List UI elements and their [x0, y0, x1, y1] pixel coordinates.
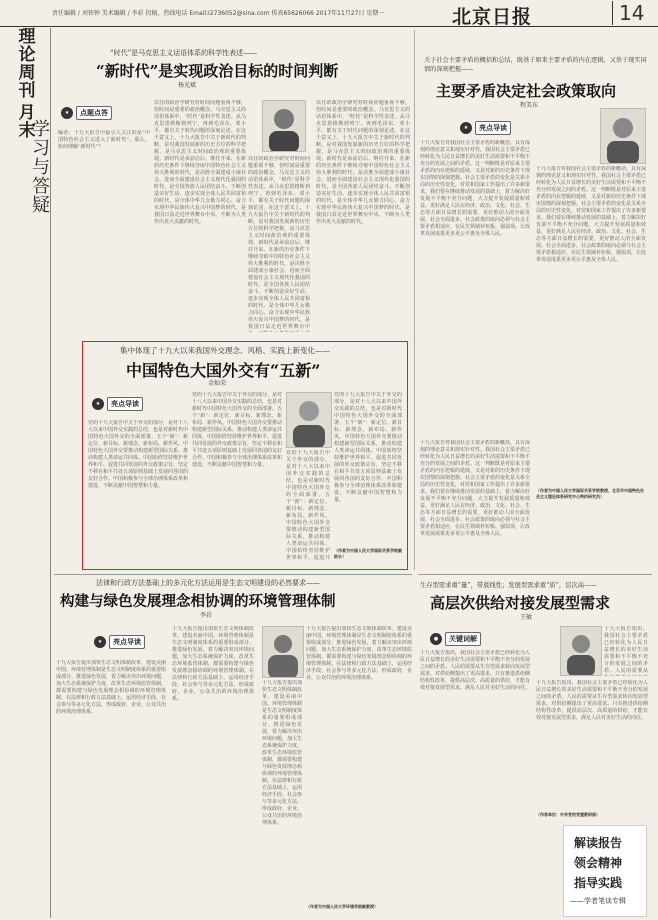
page-number: 14	[612, 1, 644, 25]
article-source: （作者为中国人民大学国际关系学院教授，北京市中国特色社会主义理论体系研究中心特约研究员）	[536, 488, 644, 499]
author-photo	[262, 100, 306, 152]
article-lead: 编者：十九大报告中最引人关注的是“中国特色社会主义进入了新时代”。那么，如何理解“新时代”？	[58, 130, 150, 150]
article-body-col2: 十九大报告指出，我国社会主要矛盾已经转化为人民日益增长的美好生活需要和不平衡不充分的发展之间的矛盾。人民的需要从生存型需求转向发展型需求，对供给侧提出了更高要求。只有推进供给侧结构性改革，提供高层次、高质量的供给，才能有效对接发展型需求，满足人民对美好生活的向往。	[536, 680, 648, 721]
article-intro: 十九大报告指出，我国社会主要矛盾已经转化为人民日益增长的美好生活需要和不平衡不充分的发展之间的矛盾。人民的需要从	[604, 626, 648, 674]
article-source: （作者单位：中共党校党建教研部）	[536, 812, 600, 817]
article-body-col2: 十九大报告对我国社会主要矛盾的新概括，具有深刻的理论意义和现实针对性。我国社会主要矛盾已经转化为人民日益增长的美好生活需要和不平衡不充分的发展之间的矛盾。这一判断既是对原来主要矛盾的内在逻辑的延续，又是对新的历史条件下现实国情的深刻把握。社会主要矛盾的变化是关系全局的历史性变化，对党和国家工作提出了许多新要求。我们要在继续推动发展的基础上，着力解决好发展不平衡不充分问题，大力提升发展质量和效益，更好满足人民在经济、政治、文化、社会、生态等方面日益增长的需要，更好推动人的全面发展、社会全面进步。社会政策的取向必须与社会主要矛盾相适应，在民生领域补短板、强弱项，让改革发展成果更多更公平惠及全体人民。	[536, 166, 646, 263]
article-body: 十九大报告提出加快生态文明体制改革，建设美丽中国。环境管理体制是生态文明制度体系的重要组成部分。推进绿色发展，着力解决突出环境问题，加大生态系统保护力度，改革生态环境监管体制，都需要构建与绿色发展理念相协调的环境管理体制。在法律和行政方法基础上，运用经济手段、社会参与等多元化方法，形成政府、企业、公众共治的环境治理体系。	[56, 660, 166, 715]
article-body-col4: 党的十九大报告中关于外交的部分，是对十八大以来中国外交实践的总结，也是对新时代中国特色大国外交的全面部署。五个“新”：新定位、新目标、新理念、新布局、新作风。中国特色大国外交要推动构建新型国际关系，推动构建人类命运共同体。中国始终坚持维护世界和平、促进共同发展的外交政策宗旨，坚定不移在和平共处五项原则基础上发展同各国的友好合作。中国积极参与全球治理体系改革和建设，不断贡献中国智慧和力量。	[334, 392, 402, 503]
article-body-col3: 以往的政治学研究对时间问题重视不够，但时间是重要的政治概念。马克思主义的话语体系中，“时代”是科学性表述。从马克思恩格斯到列宁，再到毛泽东、邓小平，都有关于时代问题的深刻论述。在这个意义上，十九大报告中关于新时代的判断，是对我国发展新的历史方位的科学把握，是马克思主义时间政治观的重要体现。新时代是承前启后、继往开来、在新的历史条件下继续夺取中国特色社会主义伟大胜利的时代，是决胜全面建成小康社会、进而全面建设社会主义现代化强国的时代，是全国各族人民团结奋斗、不断创造美好生活、逐步实现全体人民共同富裕的时代，是全体中华儿女勠力同心、奋力实现中华民族伟大复兴中国梦的时代，是我国日益走近世界舞台中	[248, 156, 310, 330]
section-badge: 亮点导读	[475, 121, 511, 135]
sidebar-sub-char: 末	[18, 121, 36, 141]
article-body-col3: 十九大报告提出加快生态文明体制改革，建设美丽中国。环境管理体制是生态文明制度体系的重要组成部分。推进绿色发展，着力解决突出环境问题，加大生态系统保护力度，改革生态环境监管体制，都需要构建与绿色发展理念相协调的环境管理体制。在法律和行政方法基础上，运用经济手段、社会参与等多元化方法，形成政府、企业、公众共治的环境治理体系。	[262, 680, 302, 826]
article-kicker: “时代”是马克思主义话语体系的科学性表述——	[110, 49, 258, 57]
section-badge: 亮点导读	[107, 397, 143, 411]
article-headline: 中国特色大国外交有“五新”	[126, 361, 321, 380]
lightbulb-icon: ★	[61, 107, 73, 119]
article-headline: “新时代”是实现政治目标的时间判断	[96, 62, 339, 80]
article-headline: 主要矛盾决定社会政策取向	[436, 82, 617, 100]
promo-line: 指导实践	[574, 876, 623, 890]
article-body-col3: 党的十九大报告中关于外交的部分，是对十八大以来中国外交实践的总结，也是对新时代中国特色大国外交的全面部署。五个“新”：新定位、新目标、新理念、新布局、新作风。中国特色大国外交要推动构建新型国际关系，推动构建人类命运共同体。中国始终坚持维护世界和平、促进共	[286, 450, 330, 560]
article-kicker: 关于社会主要矛盾的概括和总结，既基于原来主要矛盾的内在逻辑，又基于现实国情的深刻把握——	[424, 57, 647, 73]
author-photo	[286, 392, 332, 448]
article-divider	[54, 574, 412, 575]
article-kicker: 法律和行政方法基础上的多元化方法运用是生态文明建设的必然要求——	[96, 579, 320, 587]
article-body-col2: 十九大报告提出加快生态文明体制改革，建设美丽中国。环境管理体制是生态文明制度体系的重要组成部分。推进绿色发展，着力解决突出环境问题，加大生态系统保护力度，改革生态环境监管体制，都需要构建与绿色发展理念相协调的环境管理体制。在法律和行政方法基础上，运用经济手段、社会参与等多元化方法，形成政府、企业、公众共治的环境治理体系。	[172, 626, 254, 702]
article-body: 以往的政治学研究对时间问题重视不够，但时间是重要的政治概念。马克思主义的话语体系中，“时代”是科学性表述。从马克思恩格斯到列宁，再到毛泽东、邓小平，都有关于时代问题的深刻论述。在这个意义上，十九大报告中关于新时代的判断，是对我国发展新的历史方位的科学把握，是马克思主义时间政治观的重要体现。新时代是承前启后、继往开来、在新的历史条件下继续夺取中国特色社会主义伟大胜利的时代，是决胜全面建成小康社会、进而全面建设社会主义现代化强国的时代，是全国各族人民团结奋斗、不断创造美好生活、逐步实现全体人民共同富裕的时代，是全体中华儿女勠力同心、奋力实现中华民族伟大复兴中国梦的时代，是我国日益走近世界舞台中央、不断为人类作出更大贡献的时代。	[154, 100, 246, 225]
article-author: 李岩	[200, 612, 213, 619]
section-badge: 关键词解	[445, 632, 481, 646]
article-kicker: 生存型需求重“量”，带底线性；发展型需求重“质”，层次高——	[420, 582, 597, 589]
lightbulb-icon: ★	[92, 398, 104, 410]
article-body: 党的十九大报告中关于外交的部分，是对十八大以来中国外交实践的总结，也是对新时代中国特色大国外交的全面部署。五个“新”：新定位、新目标、新理念、新布局、新作风。中国特色大国外交要推动构建新型国际关系，推动构建人类命运共同体。中国始终坚持维护世界和平、促进共同发展的外交政策宗旨，坚定不移在和平共处五项原则基础上发展同各国的友好合作。中国积极参与全球治理体系改革和建设，不断贡献中国智慧和力量。	[88, 420, 188, 489]
sidebar-title-char: 刊	[18, 81, 36, 101]
article-body: 十九大报告对我国社会主要矛盾的新概括，具有深刻的理论意义和现实针对性。我国社会主要矛盾已经转化为人民日益增长的美好生活需要和不平衡不充分的发展之间的矛盾。这一判断既是对原来主要矛盾的内在逻辑的延续，又是对新的历史条件下现实国情的深刻把握。社会主要矛盾的变化是关系全局的历史性变化，对党和国家工作提出了许多新要求。我们要在继续推动发展的基础上，着力解决好发展不平衡不充分问题，大力提升发展质量和效益，更好满足人民在经济、政治、文化、社会、生态等方面日益增长的需要，更好推动人的全面发展、社会全面进步。社会政策的取向必须与社会主要矛盾相适应，在民生领域补短板、强弱项，让改革发展成果更多更公平惠及全体人民。	[420, 140, 530, 237]
article-kicker: 集中体现了十九大以来我国外交理念、风格、实践上新变化——	[120, 346, 330, 355]
promo-subline: ——学者笔谈专辑	[570, 897, 626, 905]
sidebar-divider	[50, 28, 51, 918]
sidebar-title-char: 论	[18, 45, 36, 65]
promo-line: 领会精神	[574, 856, 623, 870]
promo-line: 解读报告	[574, 836, 623, 850]
article-author: 王敏	[520, 614, 533, 621]
article-author: 杨光斌	[178, 82, 197, 89]
article-body-col4: 十九大报告提出加快生态文明体制改革，建设美丽中国。环境管理体制是生态文明制度体系的重要组成部分。推进绿色发展，着力解决突出环境问题，加大生态系统保护力度，改革生态环境监管体制，都需要构建与绿色发展理念相协调的环境管理体制。在法律和行政方法基础上，运用经济手段、社会参与等多元化方法，形成政府、企业、公众共治的环境治理体系。	[306, 626, 412, 681]
article-body: 十九大报告指出，我国社会主要矛盾已经转化为人民日益增长的美好生活需要和不平衡不充分的发展之间的矛盾。人民的需要从生存型需求转向发展型需求，对供给侧提出了更高要求。只有推进供给侧结构性改革，提供高层次、高质量的供给，才能有效对接发展型需求，满足人民对美好生活的向往。	[420, 650, 530, 691]
sidebar-sub-char: 月	[18, 103, 36, 123]
newspaper-masthead: 北京日报	[452, 6, 533, 28]
section-badge: 亮点导读	[109, 635, 145, 649]
article-headline: 高层次供给对接发展型需求	[430, 594, 611, 612]
column-divider	[414, 30, 415, 570]
article-source: （作者为中国人民大学环境学院副教授）	[306, 904, 378, 909]
article-body-col3: 十九大报告对我国社会主要矛盾的新概括，具有深刻的理论意义和现实针对性。我国社会主要矛盾已经转化为人民日益增长的美好生活需要和不平衡不充分的发展之间的矛盾。这一判断既是对原来主要矛盾的内在逻辑的延续，又是对新的历史条件下现实国情的深刻把握。社会主要矛盾的变化是关系全局的历史性变化，对党和国家工作提出了许多新要求。我们要在继续推动发展的基础上，着力解决好发展不平衡不充分问题，大力提升发展质量和效益，更好满足人民在经济、政治、文化、社会、生态等方面日益增长的需要，更好推动人的全面发展、社会全面进步。社会政策的取向必须与社会主要矛盾相适应，在民生领域补短板、强弱项，让改革发展成果更多更公平惠及全体人民。	[420, 440, 530, 537]
author-photo	[560, 626, 602, 676]
author-photo	[262, 626, 304, 678]
article-body-col4: 以往的政治学研究对时间问题重视不够，但时间是重要的政治概念。马克思主义的话语体系中，“时代”是科学性表述。从马克思恩格斯到列宁，再到毛泽东、邓小平，都有关于时代问题的深刻论述。在这个意义上，十九大报告中关于新时代的判断，是对我国发展新的历史方位的科学把握，是马克思主义时间政治观的重要体现。新时代是承前启后、继往开来、在新的历史条件下继续夺取中国特色社会主义伟大胜利的时代，是决胜全面建成小康社会、进而全面建设社会主义现代化强国的时代，是全国各族人民团结奋斗、不断创造美好生活、逐步实现全体人民共同富裕的时代，是全体中华儿女勠力同心、奋力实现中华民族伟大复兴中国梦的时代，是我国日益走近世界舞台中央、不断为人类作出更大贡献的时代。	[316, 100, 410, 225]
promo-box	[563, 825, 647, 917]
article-source: （作者为中国人民大学国际关系学院副院长）	[334, 548, 402, 559]
author-photo	[600, 108, 646, 164]
column-name-vertical: 学 习 与 答 疑	[32, 119, 50, 216]
lightbulb-icon: ★	[460, 122, 472, 134]
sidebar-title-char: 理	[18, 27, 36, 47]
article-author: 程美东	[520, 102, 539, 109]
key-icon: ●	[430, 633, 442, 645]
sidebar-title-char: 周	[18, 63, 36, 83]
article-body-col2: 党的十九大报告中关于外交的部分，是对十八大以来中国外交实践的总结，也是对新时代中国特色大国外交的全面部署。五个“新”：新定位、新目标、新理念、新布局、新作风。中国特色大国外交要推动构建新型国际关系，推动构建人类命运共同体。中国始终坚持维护世界和平、促进共同发展的外交政策宗旨，坚定不移在和平共处五项原则基础上发展同各国的友好合作。中国积极参与全球治理体系改革和建设，不断贡献中国智慧和力量。	[192, 392, 282, 468]
header-info-line: 责任编辑 / 刘铁钟 美术编辑 / 李彩 投稿、热线电话 Email:I2736052@sina.com 传真65626066 2017年11月27日 星期一	[52, 10, 385, 17]
article-headline: 构建与绿色发展理念相协调的环境管理体制	[60, 593, 336, 610]
article-divider	[418, 574, 652, 575]
lightbulb-icon: ★	[94, 636, 106, 648]
article-author: 金灿荣	[208, 380, 227, 387]
section-badge: 点题点答	[76, 106, 112, 120]
